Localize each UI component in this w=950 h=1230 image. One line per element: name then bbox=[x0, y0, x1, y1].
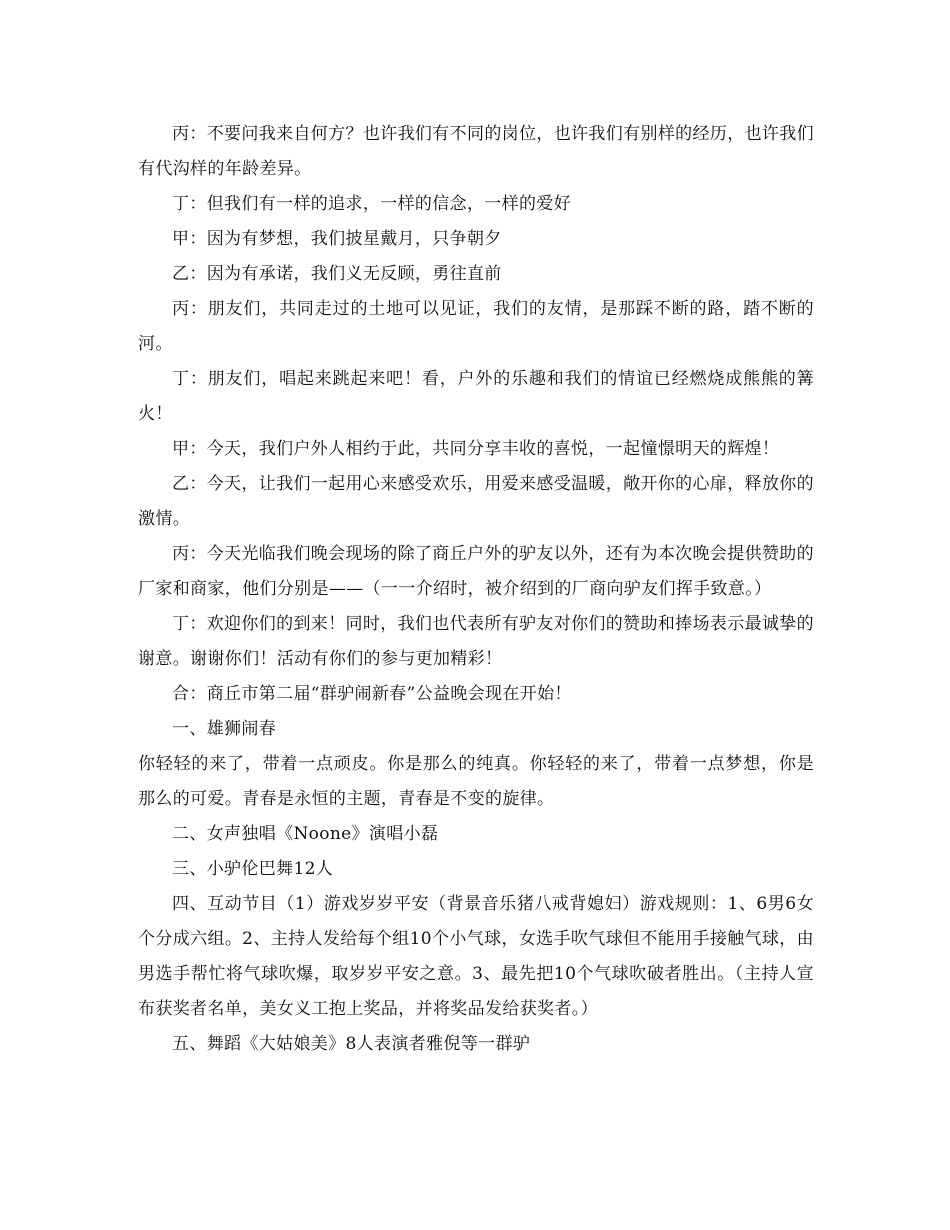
section-heading: 二、女声独唱《Noone》演唱小磊 bbox=[172, 824, 439, 844]
paragraph: 甲：因为有梦想，我们披星戴月，只争朝夕 bbox=[172, 229, 502, 249]
paragraph: 乙：今天，让我们一起用心来感受欢乐，用爱来感受温暖，敞开你的心扉，释放你的激情。 bbox=[138, 474, 814, 529]
paragraph: 丁：欢迎你们的到来！同时，我们也代表所有驴友对你们的赞助和捧场表示最诚挚的谢意。谢谢你们！活动有你们的参与更加精彩！ bbox=[138, 614, 814, 669]
paragraph: 甲：今天，我们户外人相约于此，共同分享丰收的喜悦，一起憧憬明天的辉煌！ bbox=[172, 439, 780, 459]
paragraph: 丁：朋友们，唱起来跳起来吧！看，户外的乐趣和我们的情谊已经燃烧成熊熊的篝火！ bbox=[138, 369, 814, 424]
section-heading: 一、雄狮闹春 bbox=[172, 719, 277, 739]
paragraph: 丙：朋友们，共同走过的土地可以见证，我们的友情，是那踩不断的路，踏不断的河。 bbox=[138, 299, 814, 354]
paragraph: 你轻轻的来了，带着一点顽皮。你是那么的纯真。你轻轻的来了，带着一点梦想，你是那么的可爱。青春是永恒的主题，青春是不变的旋律。 bbox=[138, 754, 814, 809]
paragraph: 丙：不要问我来自何方？也许我们有不同的岗位，也许我们有别样的经历，也许我们有代沟样的年龄差异。 bbox=[138, 124, 814, 179]
section-heading: 五、舞蹈《大姑娘美》8人表演者雅倪等一群驴 bbox=[172, 1034, 531, 1054]
section-heading: 三、小驴伦巴舞12人 bbox=[172, 859, 334, 879]
document-body bbox=[138, 117, 814, 1062]
paragraph: 丁：但我们有一样的追求，一样的信念，一样的爱好 bbox=[172, 194, 572, 214]
paragraph: 乙：因为有承诺，我们义无反顾，勇往直前 bbox=[172, 264, 502, 284]
paragraph: 合：商丘市第二届“群驴闹新春”公益晚会现在开始！ bbox=[172, 684, 572, 704]
section-heading: 四、互动节目（1）游戏岁岁平安（背景音乐猪八戒背媳妇）游戏规则：1、6男6女个分成六组。2、主持人发给每个组10个小气球，女选手吹气球但不能用手接触气球，由男选手帮忙将气球吹爆，取岁岁平安之意。3、最先把10个气球吹破者胜出。（主持人宣布获奖者名单，美女义工抱上奖品，并将奖品发给获奖者。） bbox=[138, 894, 814, 1019]
paragraph: 丙：今天光临我们晚会现场的除了商丘户外的驴友以外，还有为本次晚会提供赞助的厂家和商家，他们分别是——（一一介绍时，被介绍到的厂商向驴友们挥手致意。） bbox=[138, 544, 814, 599]
